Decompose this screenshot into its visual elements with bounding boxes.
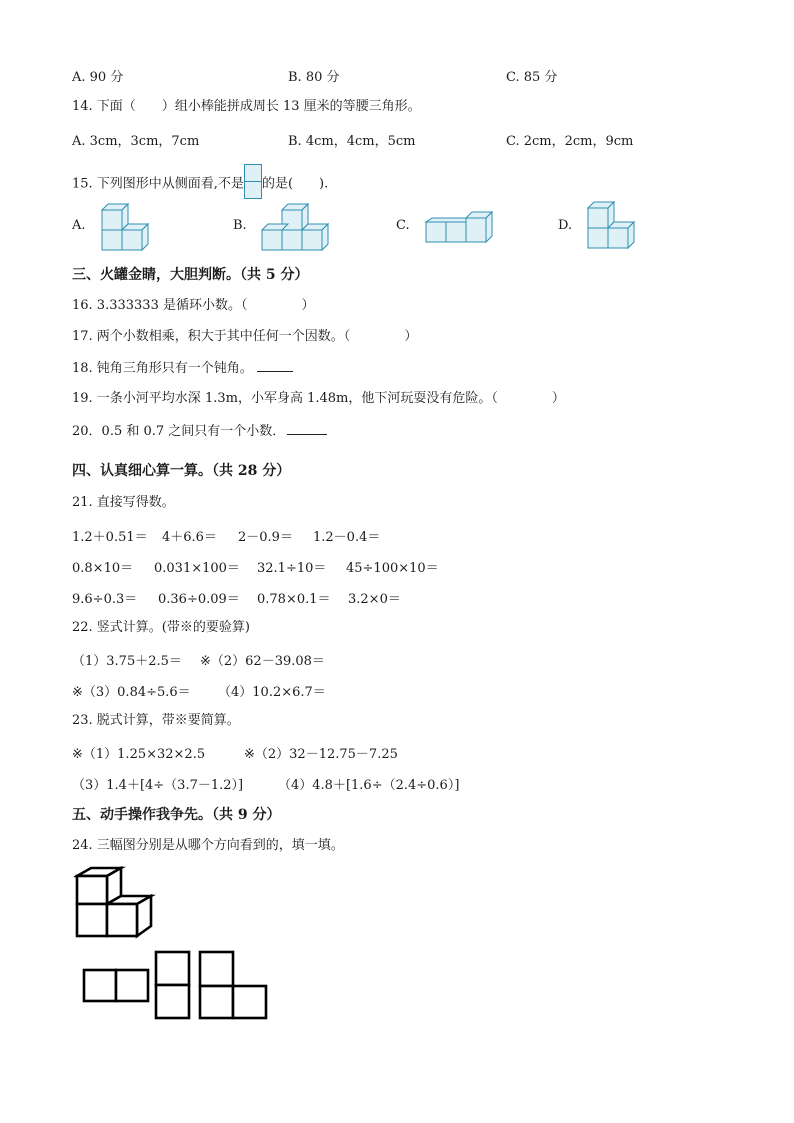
q13-option-c: C. 85 分 xyxy=(506,70,558,85)
q21-r2-c3: 32.1÷10＝ xyxy=(257,561,327,576)
q15-option-a-label: A. xyxy=(72,218,86,233)
q21-r3-c3: 0.78×0.1＝ xyxy=(257,592,331,607)
q24-view-2-icon xyxy=(154,950,192,1022)
q15-text-after: 的是( ). xyxy=(261,176,329,192)
q21-r1-c3: 2－0.9＝ xyxy=(238,530,293,545)
q20-answer-blank[interactable] xyxy=(287,422,327,435)
q16-text: 16. 3.333333 是循环小数。（ xyxy=(72,298,248,313)
q21-title: 21. 直接写得数。 xyxy=(72,495,175,510)
q14-text-before: 14. 下面（ xyxy=(72,99,136,114)
q13-option-a: A. 90 分 xyxy=(72,70,124,85)
q15-option-b-label: B. xyxy=(233,218,247,233)
q21-r3-c1: 9.6÷0.3＝ xyxy=(72,592,138,607)
q21-r2-c1: 0.8×10＝ xyxy=(72,561,134,576)
q18 xyxy=(72,359,293,378)
q21-r1-c2: 4＋6.6＝ xyxy=(162,530,217,545)
q19 xyxy=(72,390,565,408)
q17 xyxy=(72,328,417,346)
q18-text: 18. 钝角三角形只有一个钝角。 xyxy=(72,361,253,376)
q22-title: 22. 竖式计算。(带※的要验算) xyxy=(72,620,250,635)
q17-end: ） xyxy=(404,329,418,344)
q21-r3-c2: 0.36÷0.09＝ xyxy=(158,592,240,607)
section-3-title: 三、火罐金睛，大胆判断。（共 5 分） xyxy=(72,267,309,283)
q22-item-1: （1）3.75＋2.5＝ xyxy=(72,654,182,669)
q21-r1-c1: 1.2＋0.51＝ xyxy=(72,530,148,545)
q23-title: 23. 脱式计算，带※要简算。 xyxy=(72,713,240,728)
q14-option-a: A. 3cm，3cm，7cm xyxy=(72,134,200,149)
q23-item-1: ※（1）1.25×32×2.5 xyxy=(72,747,206,762)
q17-text: 17. 两个小数相乘，积大于其中任何一个因数。（ xyxy=(72,329,351,344)
q16-end: ） xyxy=(301,298,315,313)
q24-view-3-icon xyxy=(198,950,270,1022)
q14-option-c: C. 2cm，2cm，9cm xyxy=(506,134,634,149)
q22-item-4: （4）10.2×6.7＝ xyxy=(218,685,326,700)
section-4-title: 四、认真细心算一算。（共 28 分） xyxy=(72,463,291,479)
q23-item-4: （4）4.8＋[1.6÷（2.4÷0.6）] xyxy=(278,778,460,793)
q15-text-before: 15. 下列图形中从侧面看,不是 xyxy=(72,176,244,192)
q19-text: 19. 一条小河平均水深 1.3m，小军身高 1.48m，他下河玩耍没有危险。（ xyxy=(72,391,498,406)
q21-r2-c4: 45÷100×10＝ xyxy=(346,561,439,576)
q16 xyxy=(72,297,314,315)
cube-figure-c-icon xyxy=(422,206,502,250)
side-view-shape-icon xyxy=(244,164,262,200)
q19-end: ） xyxy=(551,391,565,406)
q15-question xyxy=(72,166,328,202)
q22-item-2: ※（2）62－39.08＝ xyxy=(200,654,325,669)
q23-item-3: （3）1.4＋[4÷（3.7－1.2）] xyxy=(72,778,244,793)
q23-item-2: ※（2）32－12.75－7.25 xyxy=(244,747,398,762)
cube-figure-a-icon xyxy=(98,200,158,256)
q22-item-3: ※（3）0.84÷5.6＝ xyxy=(72,685,191,700)
q21-r1-c4: 1.2－0.4＝ xyxy=(313,530,381,545)
q15-option-c-label: C. xyxy=(396,218,410,233)
q20-text: 20．0.5 和 0.7 之间只有一个小数． xyxy=(72,424,286,439)
q21-r2-c2: 0.031×100＝ xyxy=(154,561,240,576)
q15-option-d-label: D. xyxy=(558,218,573,233)
q18-answer-blank[interactable] xyxy=(257,359,293,372)
cube-figure-b-icon xyxy=(258,200,334,256)
q14-text-after: ）组小棒能拼成周长 13 厘米的等腰三角形。 xyxy=(161,99,421,114)
q14-question xyxy=(72,98,421,116)
q24-view-1-icon xyxy=(82,968,152,1004)
q21-r3-c4: 3.2×0＝ xyxy=(348,592,401,607)
cube-figure-d-icon xyxy=(584,198,644,254)
q14-option-b: B. 4cm，4cm，5cm xyxy=(288,134,416,149)
section-5-title: 五、动手操作我争先。（共 9 分） xyxy=(72,807,281,823)
q20 xyxy=(72,422,327,441)
q13-option-b: B. 80 分 xyxy=(288,70,340,85)
q24-solid-figure-icon xyxy=(74,866,158,940)
q24-title: 24. 三幅图分别是从哪个方向看到的，填一填。 xyxy=(72,838,344,853)
